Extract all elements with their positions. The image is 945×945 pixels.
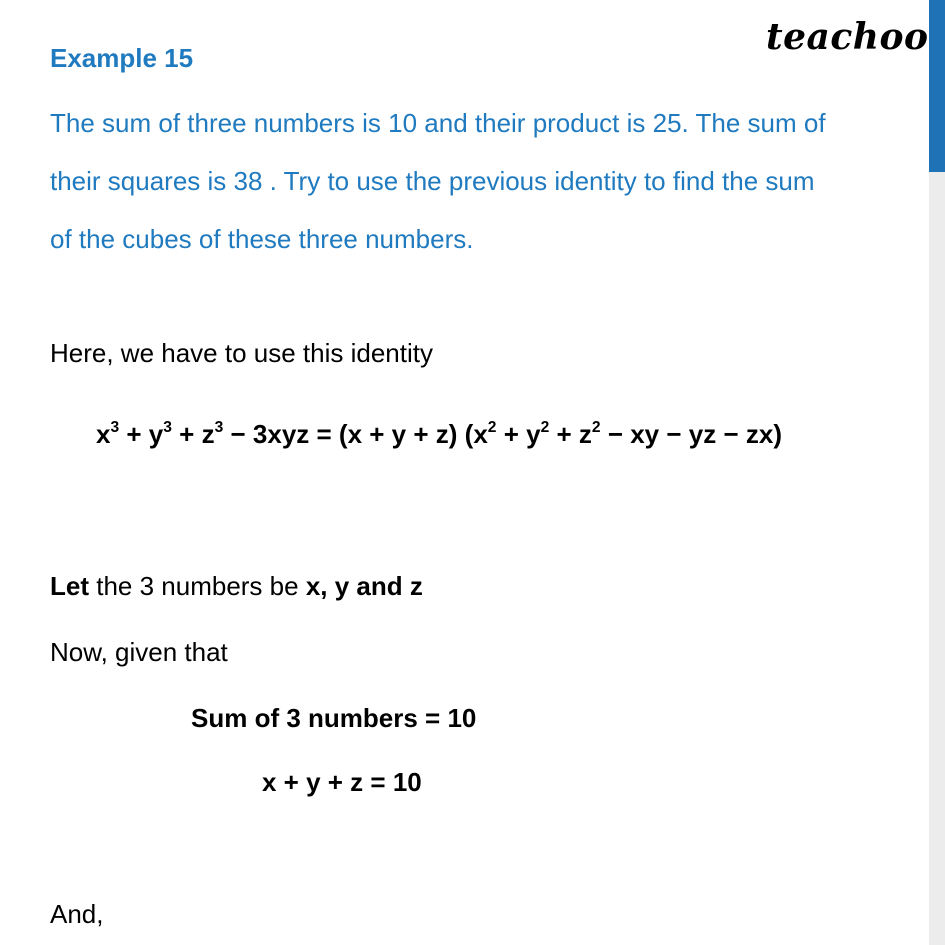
and-statement: And, bbox=[50, 899, 104, 929]
sum-equation: x + y + z = 10 bbox=[262, 767, 422, 797]
scrollbar-track[interactable] bbox=[929, 0, 945, 945]
example-title: Example 15 bbox=[50, 43, 194, 73]
let-statement: Let the 3 numbers be x, y and z bbox=[50, 571, 423, 601]
given-statement: Now, given that bbox=[50, 637, 228, 667]
teachoo-logo: teachoo bbox=[766, 16, 929, 58]
scrollbar-thumb[interactable] bbox=[929, 0, 945, 172]
problem-line-2: their squares is 38 . Try to use the previous identity to find the sum bbox=[50, 166, 815, 196]
identity-equation: $x^3 + y^3 + z^3 - 3xyz = (x + y + z) (x^2 + y^2 + z^2$ − xy − yz − zx) bbox=[96, 419, 782, 449]
problem-line-1: The sum of three numbers is 10 and their product is 25. The sum of bbox=[50, 108, 826, 138]
sum-label: Sum of 3 numbers = 10 bbox=[191, 703, 477, 733]
problem-line-3: of the cubes of these three numbers. bbox=[50, 224, 474, 254]
identity-intro: Here, we have to use this identity bbox=[50, 338, 433, 368]
